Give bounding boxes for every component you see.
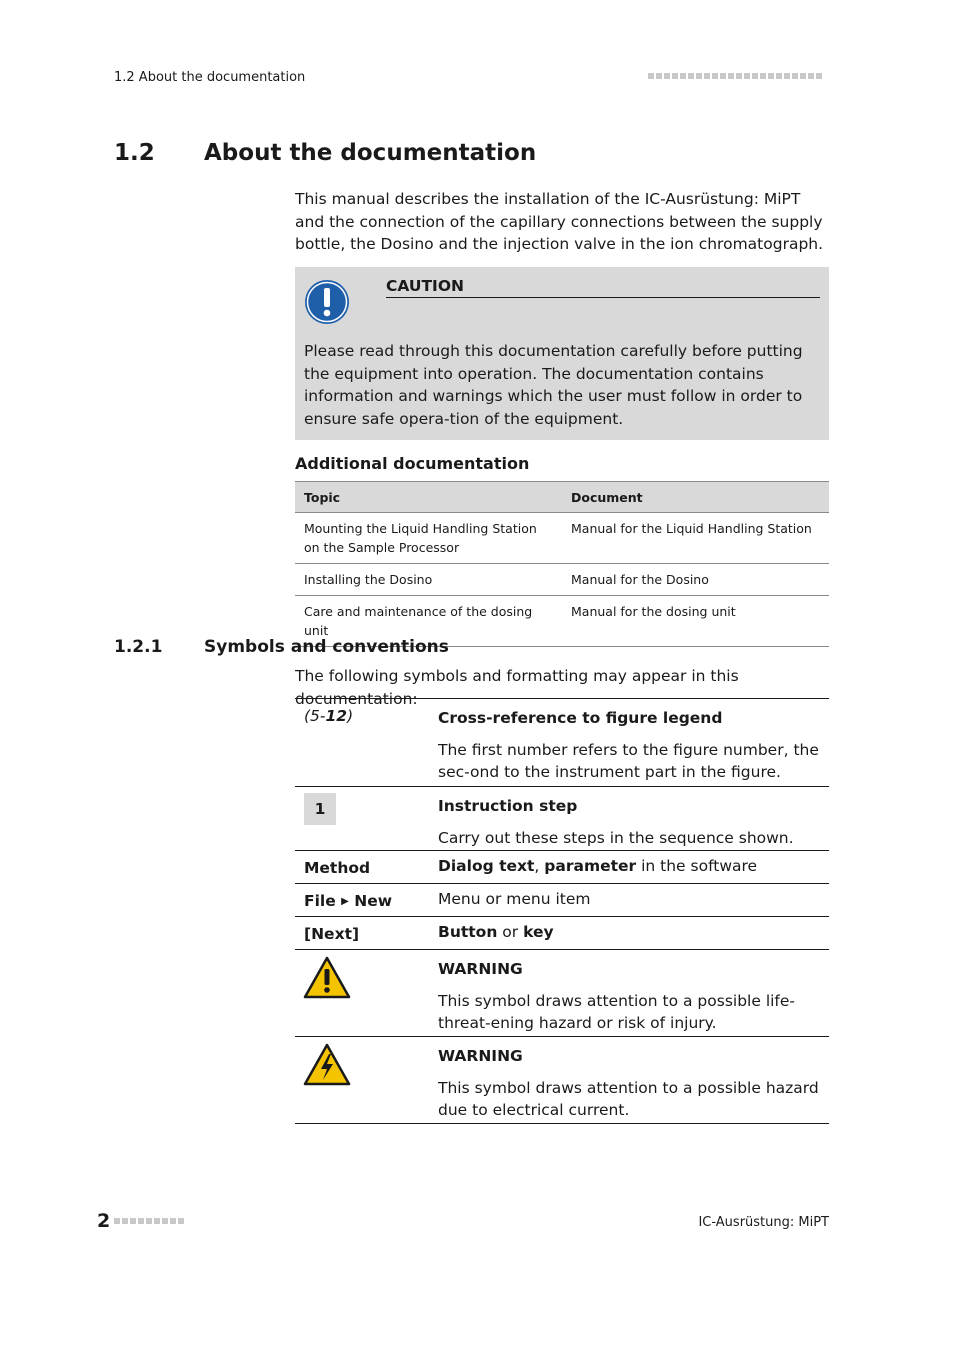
crossref-title: Cross-reference to figure legend <box>438 709 723 727</box>
footer-doc-title: IC-Ausrüstung: MiPT <box>698 1215 829 1230</box>
menu-arrow-icon: ▶ <box>341 896 349 907</box>
table-header-row <box>295 482 829 513</box>
symbol-row-button <box>295 917 829 950</box>
electrical-warning-desc: This symbol draws attention to a possible hazard due to electrical current. <box>438 1078 819 1120</box>
subsection-title: Symbols and conventions <box>204 637 449 657</box>
document-cell: Manual for the dosing unit <box>562 596 829 647</box>
symbols-table <box>295 698 829 1124</box>
page-number: 2 <box>97 1210 111 1232</box>
crossref-symbol: (5-12) <box>304 707 354 725</box>
table-row <box>295 564 829 596</box>
method-label: Method <box>304 859 371 877</box>
column-header-topic: Topic <box>295 482 562 513</box>
symbols-intro: The following symbols and formatting may appear in this documentation: <box>295 667 739 708</box>
caution-title: CAUTION <box>386 277 820 298</box>
symbol-row-warning-electrical <box>295 1037 829 1124</box>
caution-box <box>295 267 829 440</box>
section-number: 1.2 <box>114 140 155 166</box>
electrical-warning-title: WARNING <box>438 1047 523 1065</box>
symbol-row-step <box>295 787 829 851</box>
method-desc: Dialog text, parameter in the software <box>438 857 758 875</box>
topic-cell: Mounting the Liquid Handling Station on the Sample Processor <box>295 513 562 564</box>
electrical-hazard-icon <box>303 1043 351 1086</box>
warning-triangle-icon <box>303 956 351 999</box>
column-header-document: Document <box>562 482 829 513</box>
running-header: 1.2 About the documentation <box>114 70 306 85</box>
section-title: About the documentation <box>204 140 537 166</box>
step-number-box: 1 <box>304 793 336 825</box>
document-cell: Manual for the Liquid Handling Station <box>562 513 829 564</box>
warning-desc: This symbol draws attention to a possible life-threat-ening hazard or risk of injury. <box>438 991 796 1033</box>
caution-body: Please read through this documentation carefully before putting the equipment into operation. The documentation contains information and warnings which the user must follow in order to ensure safe opera-tion of the equipment. <box>304 342 803 429</box>
symbol-row-warning-general <box>295 950 829 1037</box>
intro-paragraph: This manual describes the installation of the IC-Ausrüstung: MiPT and the connection of the capillary connections between the supply bottle, the Dosino and the injection valve in the ion chromatograph. <box>295 190 824 254</box>
header-decoration <box>648 73 822 79</box>
button-desc: Button or key <box>438 923 554 941</box>
menu-path: File ▶ New <box>304 892 393 910</box>
step-desc: Carry out these steps in the sequence shown. <box>438 828 794 847</box>
step-title: Instruction step <box>438 797 578 815</box>
warning-title: WARNING <box>438 960 523 978</box>
exclamation-circle-icon <box>304 279 350 325</box>
table-row <box>295 513 829 564</box>
additional-documentation-table <box>295 481 829 647</box>
button-label: [Next] <box>304 925 360 943</box>
topic-cell: Care and maintenance of the dosing unit <box>295 596 562 647</box>
footer-decoration <box>114 1218 184 1224</box>
topic-cell: Installing the Dosino <box>295 564 562 596</box>
crossref-desc: The first number refers to the figure number, the sec-ond to the instrument part in the figure. <box>438 740 819 782</box>
symbol-row-crossref <box>295 699 829 787</box>
additional-documentation-heading: Additional documentation <box>295 454 530 473</box>
symbol-row-method <box>295 851 829 884</box>
symbol-row-menu <box>295 884 829 917</box>
menu-desc: Menu or menu item <box>438 890 591 908</box>
document-cell: Manual for the Dosino <box>562 564 829 596</box>
subsection-number: 1.2.1 <box>114 637 163 657</box>
